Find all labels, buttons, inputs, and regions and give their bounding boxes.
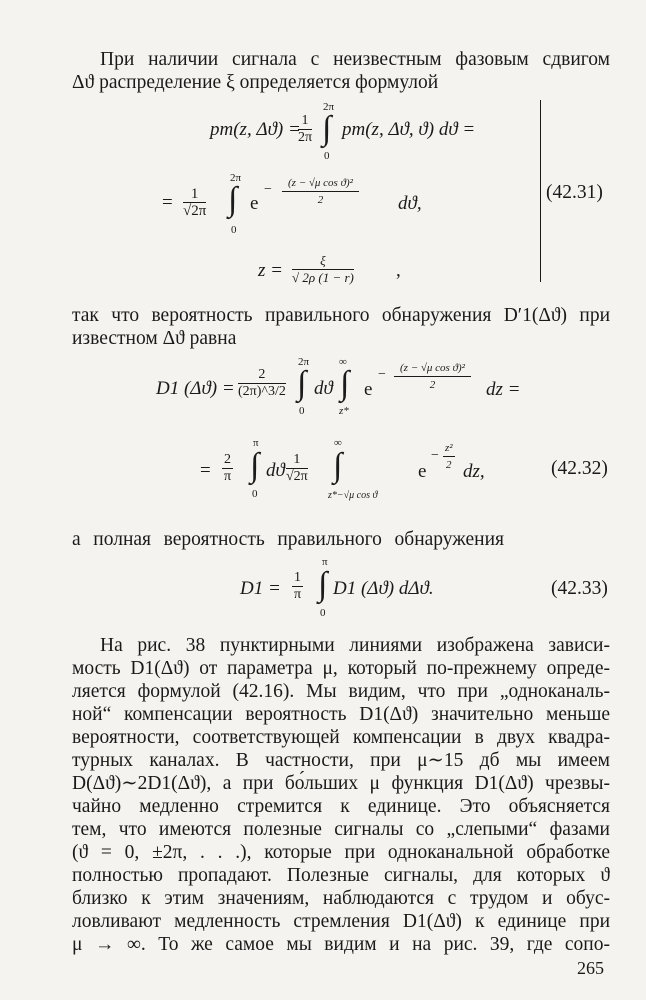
eq32-row2-e: e [418,461,427,482]
eq32-row2-integral1: ∫ [250,447,260,484]
para-line: чайно медленно стремится к единице. Это объясняется [72,796,610,817]
eq31-row3-frac [292,253,354,286]
eq32-row1-minus: − [378,367,386,382]
text3-line: а полная вероятность правильного обнаружения [72,529,504,550]
eq32-row2-minus: − [431,448,439,463]
eq31-row1-integral: ∫ [322,110,332,147]
para-line: ляется формулой (42.16). Мы видим, что при „одноканаль- [72,681,610,702]
para-line: ловливают медленность стремления D1(Δϑ) к единице при [72,911,610,932]
eq33-lhs: D1 = [240,578,281,599]
eq32-row1-exponent [394,360,471,393]
eq31-row2-frac-num: 1 [183,186,206,203]
para-line: турных каналах. В частности, при μ∼15 дб мы имеем [72,750,610,771]
eq31-number: (42.31) [546,182,603,203]
para-line: полностью пропадают. Полезные сигналы, для которых ϑ [72,865,610,886]
eq31-row3-den: √ 2ρ (1 − r) [292,270,354,285]
intro-line-2: Δϑ распределение ξ определяется формулой [72,72,439,93]
eq31-row1-body: pm(z, Δϑ, ϑ) dϑ = [342,119,476,140]
para-line: мость D1(Δϑ) от параметра μ, который по-прежнему опреде- [72,658,610,679]
eq32-row1-integral1: ∫ [297,365,307,402]
eq33-frac [292,570,303,603]
para-line: вероятности, соответствующей компенсации в двух квадра- [72,727,610,748]
eq32-row2-exp-num: z² [443,440,455,457]
eq32-row2-lower2: z*−√μ cos ϑ [328,490,378,501]
eq32-row1-integral2: ∫ [340,365,350,402]
eq32-row2-frac-num: 2 [224,452,231,467]
eq32-row1-exp-num: (z − √μ cos ϑ)² [394,360,471,377]
eq32-row1-lower1: 0 [299,405,305,417]
eq32-row1-upper2: ∞ [339,356,347,368]
eq32-row2-upper2: ∞ [334,437,342,449]
eq32-row2-integral2: ∫ [333,447,343,484]
eq32-row2-frac [222,452,233,485]
eq31-row2-lower: 0 [231,224,237,236]
eq32-row1-exp-den: 2 [429,379,436,391]
eq32-row2-exp-den: 2 [446,459,452,471]
eq32-row2-lower1: 0 [252,488,258,500]
eq31-row3-tail: , [396,260,401,281]
eq31-brace [532,100,541,282]
eq32-row2-tail: dz, [463,461,485,482]
eq32-row2-frac2-num: 1 [286,452,308,469]
eq33-body: D1 (Δϑ) dΔϑ. [333,578,434,599]
eq31-row3-num: ξ [292,253,354,270]
eq31-row1-upper: 2π [323,101,335,113]
eq33-integral: ∫ [318,566,328,603]
eq33-frac-num: 1 [294,570,301,585]
para-line: тем, что имеются полезные сигналы со „слепыми“ фазами [72,819,610,840]
eq32-row1-lower2: z* [339,405,349,417]
eq32-row1-frac-num: 2 [238,367,286,384]
eq31-row2-integral: ∫ [228,181,238,218]
eq32-row2-eq: = [200,460,211,481]
eq32-row1-lhs: D1 (Δϑ) = [156,378,235,399]
eq33-number: (42.33) [551,578,608,599]
eq33-frac-den: π [293,587,302,602]
para-line: D(Δϑ)∼2D1(Δϑ), а при бо́льших μ функция D1(Δϑ) чрезвы- [72,773,610,794]
mid-line-2: известном Δϑ равна [72,328,237,349]
eq31-row2-eq: = [162,192,173,213]
eq31-row1-lower: 0 [324,150,330,162]
eq31-row2-minus: − [264,182,272,197]
eq32-row1-e: e [364,379,373,400]
eq31-row1-frac-den: 2π [298,130,313,145]
eq32-row2-frac2 [286,452,308,485]
eq32-row1-frac-den: (2π)^3/2 [238,384,286,399]
eq32-row1-frac [238,367,286,400]
para-line: На рис. 38 пунктирными линиями изображена зависи- [100,635,610,656]
para-line: ной“ компенсации вероятность D1(Δϑ) значительно меньше [72,704,610,725]
eq32-row1-dtheta: dϑ [314,378,333,399]
eq32-row1-upper1: 2π [298,356,310,368]
eq31-row2-frac [183,186,206,219]
intro-line-1: При наличии сигнала с неизвестным фазовым сдвигом [100,49,610,70]
para-line: близко к этим значениям, наблюдаются с трудом и обус- [72,888,610,909]
mid-line-1: так что вероятность правильного обнаружения D′1(Δϑ) при [72,305,610,326]
eq31-row2-exponent [282,175,359,208]
eq32-row2-frac2-den: √2π [286,469,308,484]
eq32-row2-dtheta: dϑ [266,460,285,481]
eq31-row2-frac-den: √2π [183,203,207,219]
eq32-row1-tail: dz = [486,379,521,400]
eq31-row2-exp-den: 2 [317,194,324,206]
page-number: 265 [577,958,604,978]
eq33-lower: 0 [320,607,326,619]
para-line: (ϑ = 0, ±2π, . . .), которые при одноканальной обработке [72,842,610,863]
eq31-row3-lhs: z = [258,260,283,281]
eq31-row2-tail: dϑ, [398,193,422,214]
eq31-row1-lhs: pm(z, Δϑ) = [210,119,301,140]
para-line: μ → ∞. То же самое мы видим и на рис. 39, где сопо- [72,934,610,955]
eq31-row2-e: e [250,193,259,214]
eq32-number: (42.32) [551,458,608,479]
eq32-row2-frac-den: π [223,469,232,484]
eq31-row2-upper: 2π [230,172,242,184]
eq33-upper: π [322,556,328,568]
eq31-row2-exp-num: (z − √μ cos ϑ)² [282,175,359,192]
eq31-row1-frac [298,113,312,146]
eq32-row2-upper1: π [253,437,259,449]
eq32-row2-exponent [443,440,455,473]
eq31-row1-frac-num: 1 [298,113,312,130]
